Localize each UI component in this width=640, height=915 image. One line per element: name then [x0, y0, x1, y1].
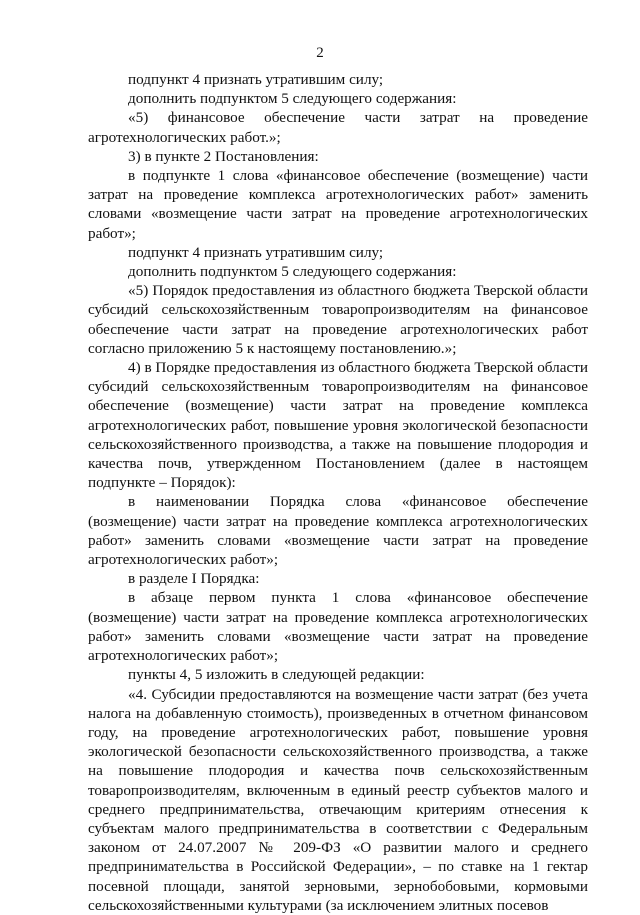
- document-body: [88, 70, 588, 915]
- paragraph: подпункт 4 признать утратившим силу;: [128, 71, 384, 88]
- paragraph: пункты 4, 5 изложить в следующей редакции:: [128, 666, 425, 684]
- paragraph: в подпункте 1 слова «финансовое обеспечение (возмещение) части затрат на проведение комплекса агротехнологических работ» заменить словами «возмещение части затрат на проведение агротехнологических работ»;: [88, 167, 588, 242]
- paragraph: в наименовании Порядка слова «финансовое обеспечение (возмещение) части затрат на проведение комплекса агротехнологических работ» заменить словами «возмещение части затрат на проведение агротехнологических работ»;: [88, 493, 588, 569]
- page-number: 2: [316, 45, 324, 61]
- paragraph: в абзаце первом пункта 1 слова «финансовое обеспечение (возмещение) части затрат на проведение комплекса агротехнологических работ» заменить словами «возмещение части затрат на проведение агротехнологических работ»;: [88, 589, 588, 665]
- paragraph: подпункт 4 признать утратившим силу;: [128, 243, 384, 261]
- paragraph: в разделе I Порядка:: [128, 570, 260, 588]
- paragraph: 3) в пункте 2 Постановления:: [128, 147, 319, 165]
- paragraph: дополнить подпунктом 5 следующего содержания:: [128, 263, 457, 281]
- paragraph: «5) Порядок предоставления из областного бюджета Тверской области субсидий сельскохозяйственным товаропроизводителям на финансовое обеспечение части затрат на проведение агротехнологических работ согласно приложению 5 к настоящему постановлению.»;: [88, 282, 588, 357]
- paragraph: 4) в Порядке предоставления из областного бюджета Тверской области субсидий сельскохозяйственным товаропроизводителям на финансовое обеспечение (возмещение) части затрат на проведение комплекса агротехнологических работ, повышение уровня экологической безопасности сельскохозяйственного производства, а также на повышение плодородия и качества почв, утвержденном Постановлением (далее в настоящем подпункте – Порядок):: [88, 359, 588, 492]
- paragraph: дополнить подпунктом 5 следующего содержания:: [128, 90, 457, 108]
- paragraph: «4. Субсидии предоставляются на возмещение части затрат (без учета налога на добавленную стоимость), произведенных в отчетном финансовом году, на проведение агротехнологических работ, повышение уровня экологической безопасности сельскохозяйственного производства, а также на повышение плодородия и качества почв сельскохозяйственным товаропроизводителям, включенным в единый реестр субъектов малого и среднего предпринимательства, отвечающим критериям отнесения к субъектам малого предпринимательства в соответствии с Федеральным законом от 24.07.2007 № 209-ФЗ «О развитии малого и среднего предпринимательства в Российской Федерации», – по ставке на 1 гектар посевной площади, занятой зерновыми, зернобобовыми, кормовыми сельскохозяйственными культурами (за исключением элитных посевов: [88, 685, 588, 914]
- paragraph: «5) финансовое обеспечение части затрат на проведение агротехнологических работ.»;: [88, 109, 588, 146]
